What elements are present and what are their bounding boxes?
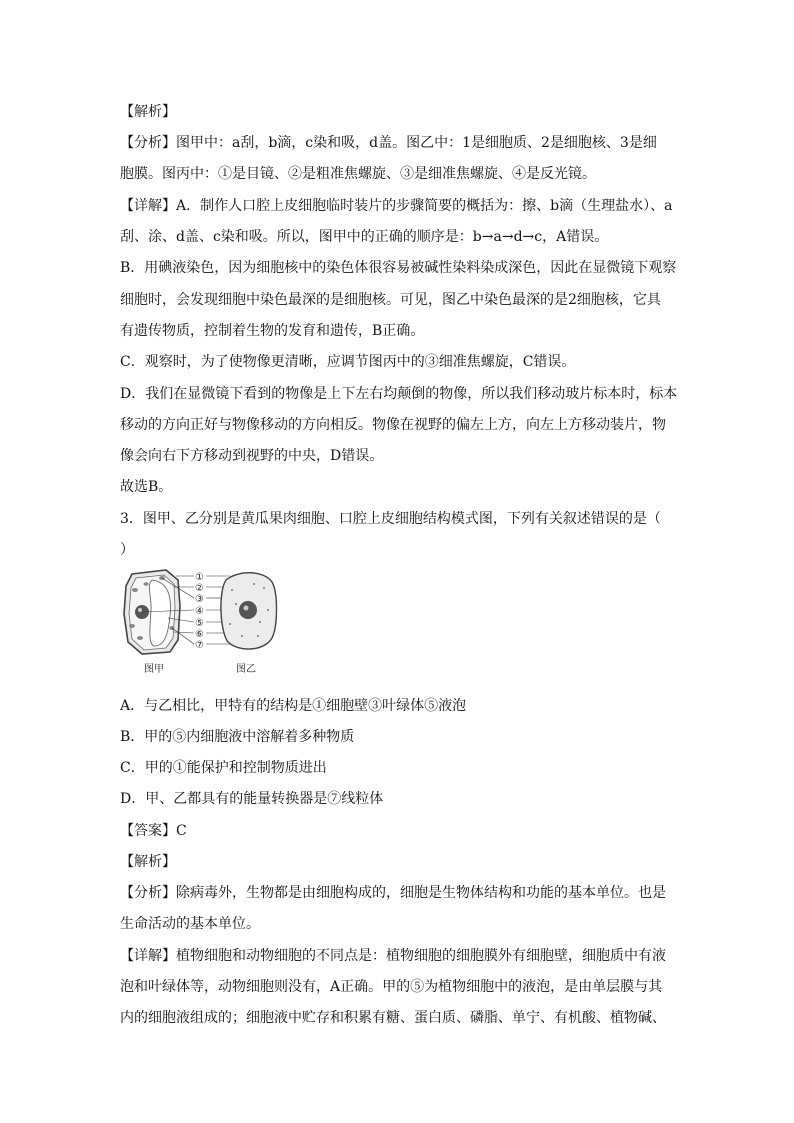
text-line: 移动的方向正好与物像移动的方向相反。物像在视野的偏左上方，向左上方移动装片，物 (120, 417, 666, 433)
option-a: A．与乙相比，甲特有的结构是①细胞壁③叶绿体⑤液泡 (120, 698, 467, 714)
figure-label: ⑤ (195, 618, 204, 629)
figure-label: ① (195, 572, 204, 583)
option-b: B．甲的⑤内细胞液中溶解着多种物质 (120, 729, 355, 745)
question-stem: 3．图甲、乙分别是黄瓜果肉细胞、口腔上皮细胞结构模式图，下列有关叙述错误的是（ (120, 511, 661, 527)
figure-label: ④ (195, 606, 204, 617)
text-line: 生命活动的基本单位。 (120, 916, 260, 932)
text-line: 故选B。 (120, 479, 173, 495)
text-line: B．用碘液染色，因为细胞核中的染色体很容易被碱性染料染成深色，因此在显微镜下观察 (120, 260, 677, 276)
text-line: 像会向右下方移动到视野的中央，D错误。 (120, 448, 384, 464)
figure-caption-a: 图甲 (144, 664, 164, 675)
animal-cell-figure (206, 573, 277, 649)
text-line: 【解析】 (120, 104, 176, 120)
text-line: 【分析】除病毒外，生物都是由细胞构成的，细胞是生物体结构和功能的基本单位。也是 (120, 885, 666, 901)
text-line: 【详解】A．制作人口腔上皮细胞临时装片的步骤简要的概括为：擦、b滴（生理盐水）、a (120, 198, 673, 214)
figure-label: ⑥ (195, 629, 204, 640)
figure-caption-b: 图乙 (236, 664, 256, 675)
text-line: 【解析】 (120, 854, 176, 870)
figure-label: ③ (195, 594, 204, 605)
text-line: 内的细胞液组成的；细胞液中贮存和积累有糖、蛋白质、磷脂、单宁、有机酸、植物碱、 (120, 1010, 666, 1026)
figure-label: ② (195, 583, 204, 594)
text-line: 胞膜。图丙中：①是目镜、②是粗准焦螺旋、③是细准焦螺旋、④是反光镜。 (120, 166, 596, 182)
answer-line: 【答案】C (120, 823, 187, 839)
text-line: 刮、涂、d盖、c染和吸。所以，图甲中的正确的顺序是：b→a→d→c，A错误。 (120, 229, 609, 245)
text-line: 泡和叶绿体等，动物细胞则没有，A正确。甲的⑤为植物细胞中的液泡，是由单层膜与其 (120, 979, 663, 995)
text-line: D．我们在显微镜下看到的物像是上下左右均颠倒的物像，所以我们移动玻片标本时，标本 (120, 386, 678, 402)
cell-diagram (118, 566, 278, 678)
text-line: 细胞时，会发现细胞中染色最深的是细胞核。可见，图乙中染色最深的是2细胞核，它具 (120, 292, 661, 308)
option-d: D．甲、乙都具有的能量转换器是⑦线粒体 (120, 791, 384, 807)
text-line: C．观察时，为了使物像更清晰，应调节图丙中的③细准焦螺旋，C错误。 (120, 354, 576, 370)
plant-cell-figure (124, 570, 194, 654)
question-stem: ） (120, 542, 134, 558)
figure-label: ⑦ (195, 640, 204, 651)
text-line: 【分析】图甲中：a刮，b滴，c染和吸，d盖。图乙中：1是细胞质、2是细胞核、3是细 (120, 135, 657, 151)
option-c: C．甲的①能保护和控制物质进出 (120, 760, 327, 776)
text-line: 【详解】植物细胞和动物细胞的不同点是：植物细胞的细胞膜外有细胞壁，细胞质中有液 (120, 948, 666, 964)
text-line: 有遗传物质，控制着生物的发育和遗传，B正确。 (120, 323, 425, 339)
